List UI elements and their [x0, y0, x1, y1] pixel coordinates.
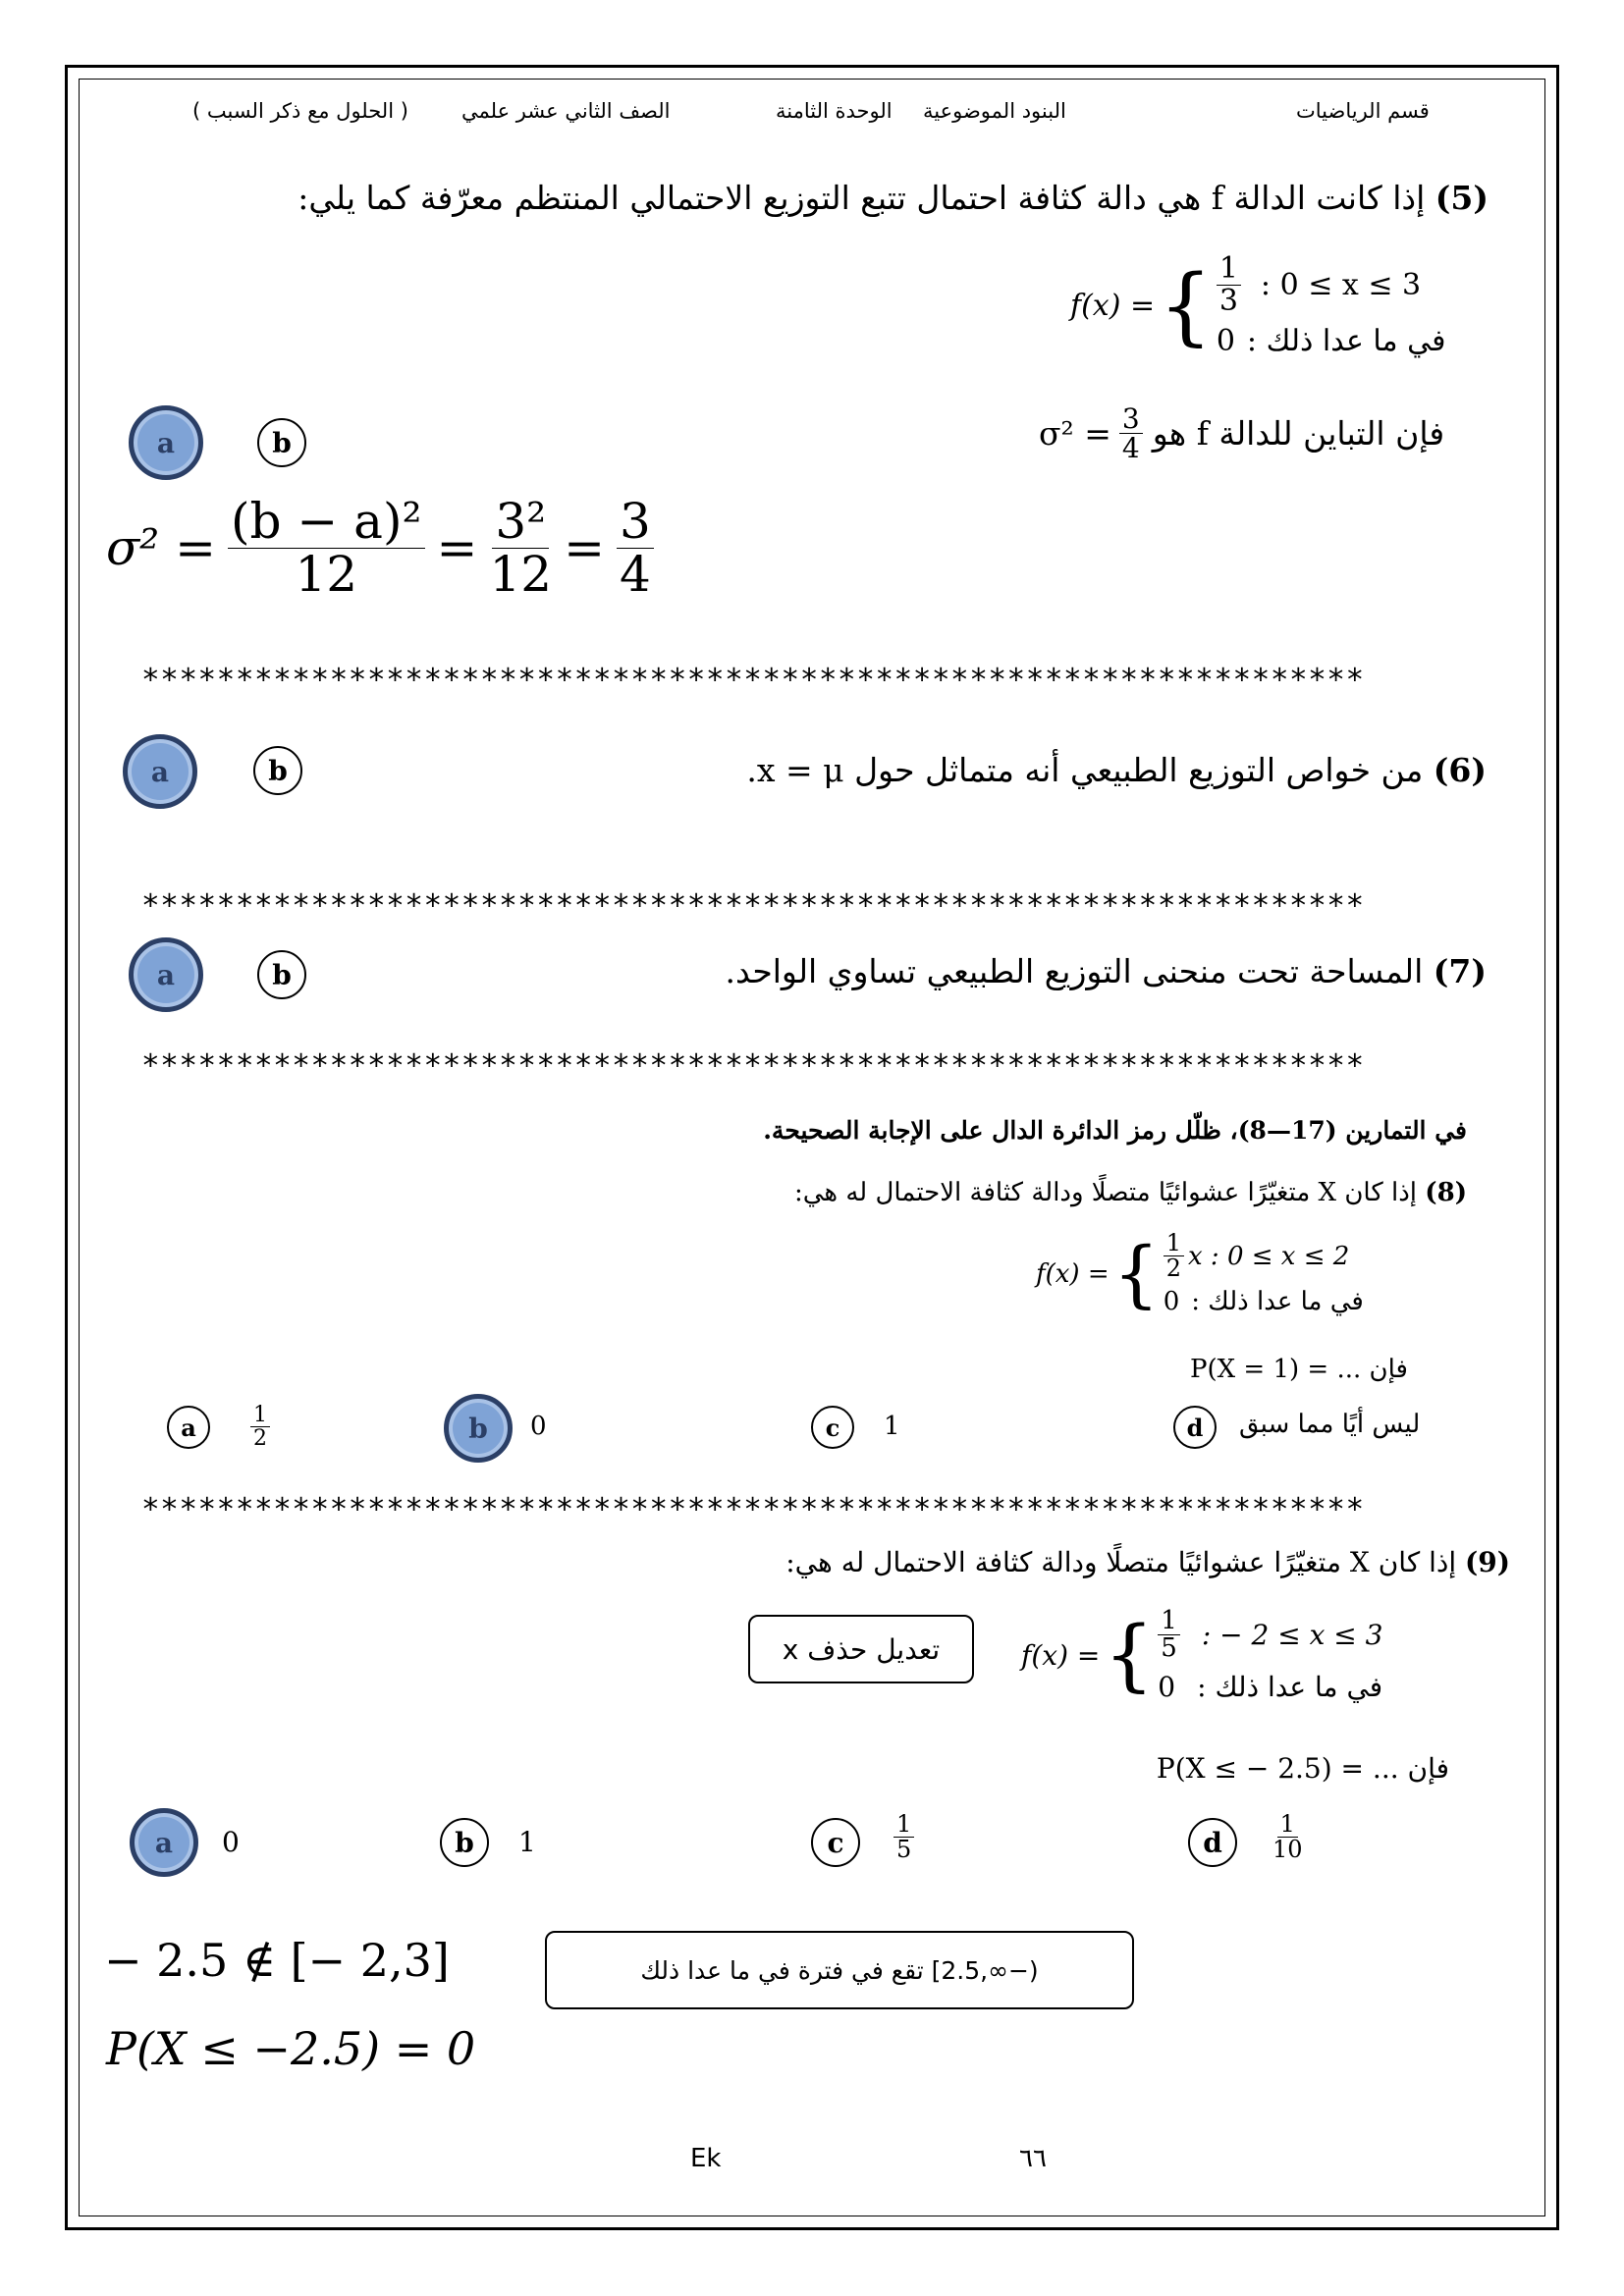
q5-statement-num: 3: [1119, 404, 1143, 434]
header-dept: قسم الرياضيات: [1296, 99, 1430, 123]
q5-case1-den: 3: [1218, 283, 1238, 318]
q5-text: إذا كانت الدالة f هي دالة كثافة احتمال تتبع التوزيع الاحتمالي المنتظم معرّفة كما يلي:: [298, 179, 1426, 217]
q9-function: [1021, 1608, 1382, 1703]
q5-case1-cond: : 0 ≤ x ≤ 3: [1260, 267, 1422, 302]
q8-choice-a[interactable]: a: [167, 1406, 210, 1449]
q5-option-b[interactable]: b: [257, 418, 306, 467]
q5-solution: [106, 493, 666, 603]
q9-edit-note: [748, 1615, 974, 1683]
header-unit: الوحدة الثامنة: [776, 99, 893, 123]
q5-sol-f3-num: 3: [617, 496, 654, 549]
q9-choice-d-num: 1: [1277, 1812, 1298, 1838]
q9-sol-note: [545, 1931, 1134, 2009]
q9-choice-c-den: 5: [896, 1836, 912, 1864]
q5-sol-eq2: =: [564, 519, 605, 576]
header-items: البنود الموضوعية: [923, 99, 1066, 123]
q8-choice-d[interactable]: d: [1173, 1406, 1217, 1449]
q6-stem: [746, 751, 1487, 789]
q9-choice-a[interactable]: a: [130, 1808, 198, 1877]
q5-statement-den: 4: [1121, 432, 1140, 465]
q7-option-b[interactable]: b: [257, 950, 306, 999]
q8-fx: f(x) =: [1036, 1258, 1110, 1289]
q5-sol-f2-den: 12: [489, 545, 553, 603]
q9-prob: فإن ... = P(X ≤ − 2.5): [1156, 1752, 1449, 1785]
q7-option-a[interactable]: a: [129, 937, 203, 1012]
q9-choice-b[interactable]: b: [440, 1818, 489, 1867]
q9-case2-val: 0: [1158, 1670, 1176, 1703]
q8-prob: فإن ... = P(X = 1): [1190, 1355, 1408, 1384]
q8-case1-tail: x : 0 ≤ x ≤ 2: [1188, 1241, 1350, 1271]
q5-fx: f(x) =: [1070, 289, 1156, 323]
q9-choice-d-den: 10: [1272, 1836, 1303, 1864]
q5-brace: {: [1159, 256, 1213, 355]
separator-4: *****************************************************************: [141, 1492, 1365, 1527]
header-note: ( الحلول مع ذكر السبب ): [192, 99, 408, 123]
q8-number: (8): [1425, 1178, 1467, 1207]
page-inner-border: [79, 79, 1545, 2216]
q5-option-a[interactable]: a: [129, 405, 203, 480]
q9-choice-d[interactable]: d: [1188, 1818, 1237, 1867]
q9-choice-d-value: [1272, 1812, 1303, 1862]
q8-choice-c[interactable]: c: [811, 1406, 854, 1449]
q9-case2-cond: في ما عدا ذلك :: [1197, 1670, 1383, 1703]
q9-choice-a-value: 0: [222, 1826, 240, 1858]
q9-choice-c-num: 1: [893, 1812, 914, 1838]
q5-sol-f1-num: (b − a)²: [228, 496, 425, 549]
footer-author: Ek: [690, 2144, 722, 2173]
q7-number: (7): [1433, 952, 1487, 990]
q8-choice-d-value: ليس أيًا مما سبق: [1239, 1410, 1421, 1439]
q9-brace: {: [1104, 1609, 1155, 1701]
q7-text: المساحة تحت منحنى التوزيع الطبيعي تساوي الواحد.: [725, 952, 1424, 990]
q9-sol-line1: − 2.5 ∉ [− 2,3]: [104, 1934, 450, 1987]
q9-case1-cond: : − 2 ≤ x ≤ 3: [1201, 1619, 1383, 1652]
q5-sol-lhs: σ² =: [106, 519, 216, 576]
q8-stem: [794, 1178, 1467, 1207]
q5-statement-sigma: σ² =: [1039, 414, 1111, 454]
q5-number: (5): [1435, 179, 1489, 217]
q5-sol-f1-den: 12: [295, 545, 358, 603]
q8-brace: {: [1112, 1231, 1160, 1316]
q9-sol-note-text: (−∞,2.5] تقع في فترة في ما عدا ذلك: [640, 1955, 1039, 1985]
q6-option-a[interactable]: a: [123, 734, 197, 809]
footer-page-number: ٦٦: [1019, 2144, 1047, 2173]
q9-text: إذا كان X متغيّرًا عشوائيًا متصلًا ودالة كثافة الاحتمال له هي:: [785, 1546, 1457, 1578]
instructions: في التمارين (17—8)، ظلّل رمز الدائرة الدال على الإجابة الصحيحة.: [763, 1116, 1467, 1145]
q9-stem: [785, 1546, 1510, 1578]
q5-sol-f3-den: 4: [619, 545, 651, 603]
q7-stem: [726, 952, 1487, 990]
q5-case2-cond: في ما عدا ذلك :: [1246, 324, 1446, 358]
q8-case2-val: 0: [1163, 1287, 1180, 1317]
separator-3: *****************************************************************: [141, 1048, 1365, 1084]
q8-choice-a-den: 2: [253, 1426, 267, 1452]
q8-case1-num: 1: [1164, 1231, 1184, 1256]
q5-statement: [1039, 404, 1444, 463]
q6-number: (6): [1433, 751, 1487, 789]
q9-fx: f(x) =: [1021, 1638, 1101, 1672]
q9-sol-line2: P(X ≤ −2.5) = 0: [106, 2022, 476, 2075]
q8-choice-a-num: 1: [250, 1404, 270, 1427]
separator-2: *****************************************************************: [141, 888, 1365, 924]
q8-case1-den: 2: [1165, 1255, 1181, 1283]
separator-1: *****************************************************************: [141, 663, 1365, 698]
q9-case1-num: 1: [1158, 1608, 1180, 1635]
q8-choice-b-value: 0: [530, 1412, 547, 1441]
q5-sol-f2-num: 3²: [492, 496, 549, 549]
q8-choice-b[interactable]: b: [444, 1394, 513, 1463]
q5-case1-num: 1: [1217, 253, 1241, 286]
q6-option-b[interactable]: b: [253, 746, 302, 795]
q9-edit-note-text: تعديل حذف x: [782, 1632, 941, 1666]
q9-choice-c[interactable]: c: [811, 1818, 860, 1867]
q5-stem: [298, 179, 1489, 217]
q9-case1-den: 5: [1161, 1633, 1177, 1664]
q9-number: (9): [1465, 1546, 1510, 1578]
q8-function: [1036, 1231, 1364, 1316]
header-grade: الصف الثاني عشر علمي: [461, 99, 671, 123]
q5-case2-val: 0: [1216, 324, 1235, 358]
q5-function: [1070, 253, 1446, 358]
q6-text: من خواص التوزيع الطبيعي أنه متماثل حول x = μ.: [746, 751, 1424, 789]
q8-text: إذا كان X متغيّرًا عشوائيًا متصلًا ودالة كثافة الاحتمال له هي:: [793, 1178, 1418, 1207]
q5-statement-text: فإن التباين للدالة f هو: [1152, 414, 1445, 454]
q8-case2-cond: في ما عدا ذلك :: [1191, 1287, 1364, 1317]
q5-sol-eq1: =: [436, 519, 478, 576]
q8-choice-c-value: 1: [884, 1412, 900, 1441]
q8-choice-a-value: [250, 1404, 270, 1450]
q9-choice-c-value: [893, 1812, 914, 1862]
q9-choice-b-value: 1: [518, 1826, 536, 1858]
